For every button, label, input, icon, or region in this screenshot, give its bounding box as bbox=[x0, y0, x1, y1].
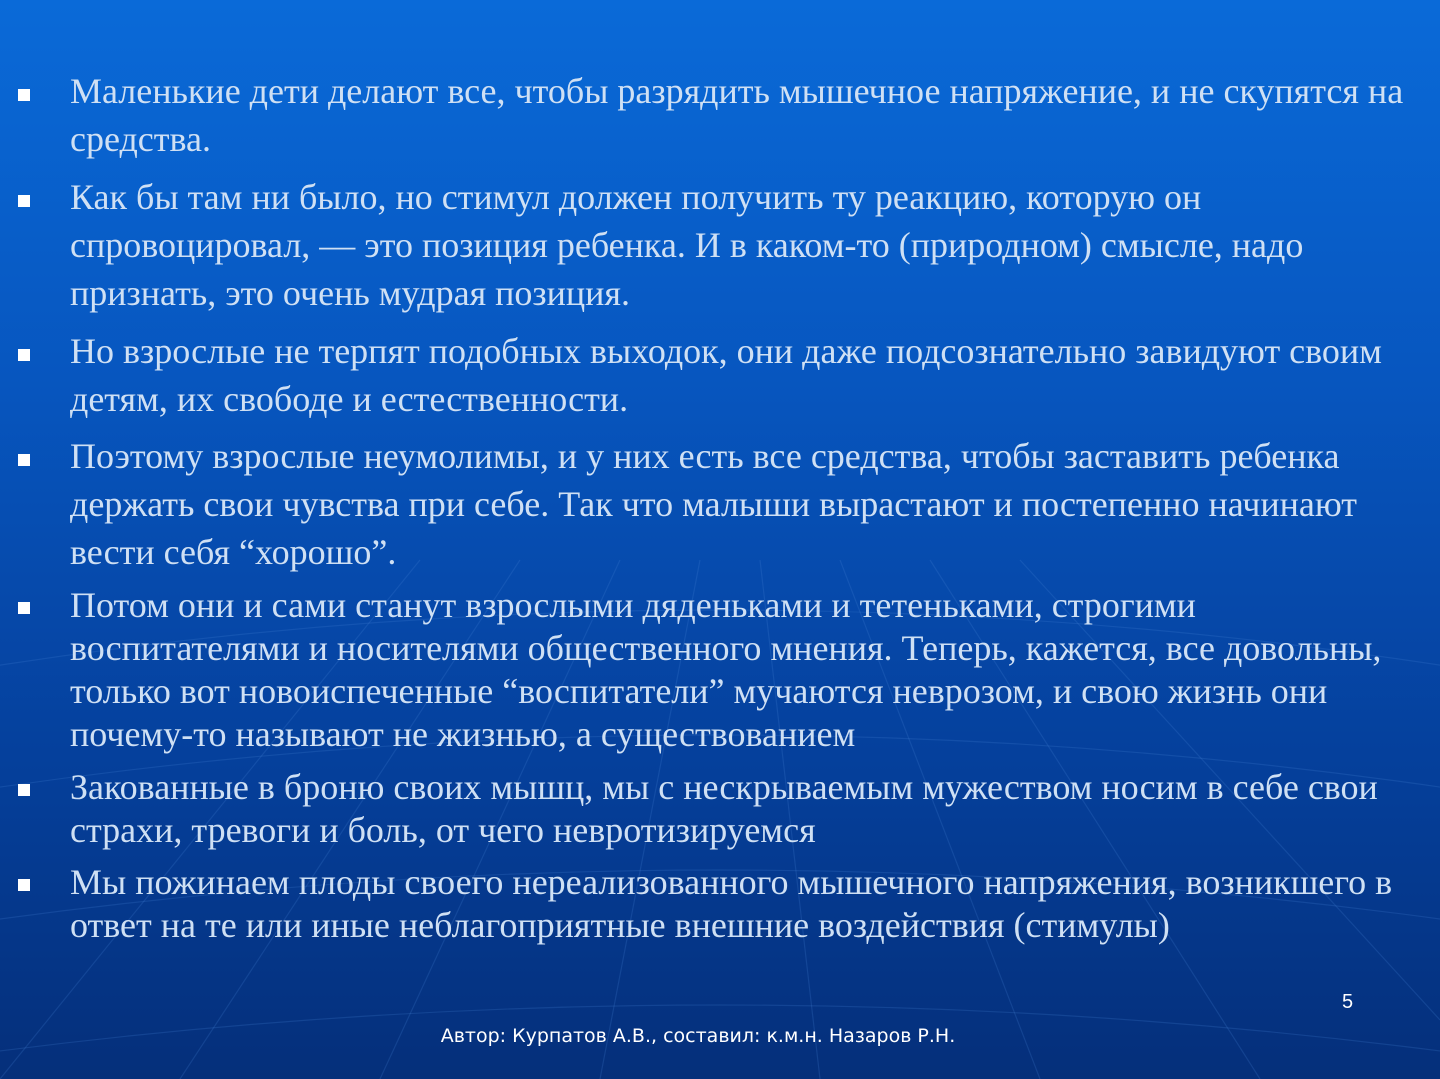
square-bullet-icon bbox=[18, 454, 30, 466]
bullet-text: Как бы там ни было, но стимул должен получить ту реакцию, которую он спровоцировал, — это позиция ребенка. И в каком-то (природном) смысле, надо признать, это очень мудрая позиция. bbox=[70, 177, 1304, 313]
bullet-text: Мы пожинаем плоды своего нереализованного мышечного напряжения, возникшего в ответ на те или иные неблагоприятные внешние воздействия (стимулы) bbox=[70, 862, 1393, 945]
square-bullet-icon bbox=[18, 602, 30, 614]
square-bullet-icon bbox=[18, 195, 30, 207]
bullet-item bbox=[70, 432, 1430, 576]
bullet-item bbox=[70, 861, 1430, 947]
bullet-item bbox=[70, 173, 1430, 317]
bullet-text: Но взрослые не терпят подобных выходок, они даже подсознательно завидуют своим детям, их свободе и естественности. bbox=[70, 331, 1382, 419]
slide-number: 5 bbox=[1342, 991, 1354, 1013]
square-bullet-icon bbox=[18, 784, 30, 796]
square-bullet-icon bbox=[18, 879, 30, 891]
bullet-item bbox=[70, 67, 1430, 163]
bullet-item bbox=[70, 584, 1430, 756]
bullet-text: Поэтому взрослые неумолимы, и у них есть все средства, чтобы заставить ребенка держать свои чувства при себе. Так что малыши вырастают и постепенно начинают вести себя “хорошо”. bbox=[70, 436, 1358, 572]
bullet-text: Потом они и сами станут взрослыми дяденьками и тетеньками, строгими воспитателями и носителями общественного мнения. Теперь, кажется, все довольны, только вот новоиспеченные “воспитатели” мучаются неврозом, и свою жизнь они почему-то называют не жизнью, а существованием bbox=[70, 585, 1382, 754]
bullet-item bbox=[70, 766, 1430, 852]
bullet-item bbox=[70, 327, 1430, 423]
bullet-text: Закованные в броню своих мышц, мы с нескрываемым мужеством носим в себе свои страхи, тревоги и боль, от чего невротизируемся bbox=[70, 767, 1378, 850]
square-bullet-icon bbox=[18, 89, 30, 101]
footer-credits: Автор: Курпатов А.В., составил: к.м.н. Назаров Р.Н. bbox=[440, 1025, 956, 1047]
bullet-text: Маленькие дети делают все, чтобы разрядить мышечное напряжение, и не скупятся на средства. bbox=[70, 71, 1404, 159]
square-bullet-icon bbox=[18, 349, 30, 361]
